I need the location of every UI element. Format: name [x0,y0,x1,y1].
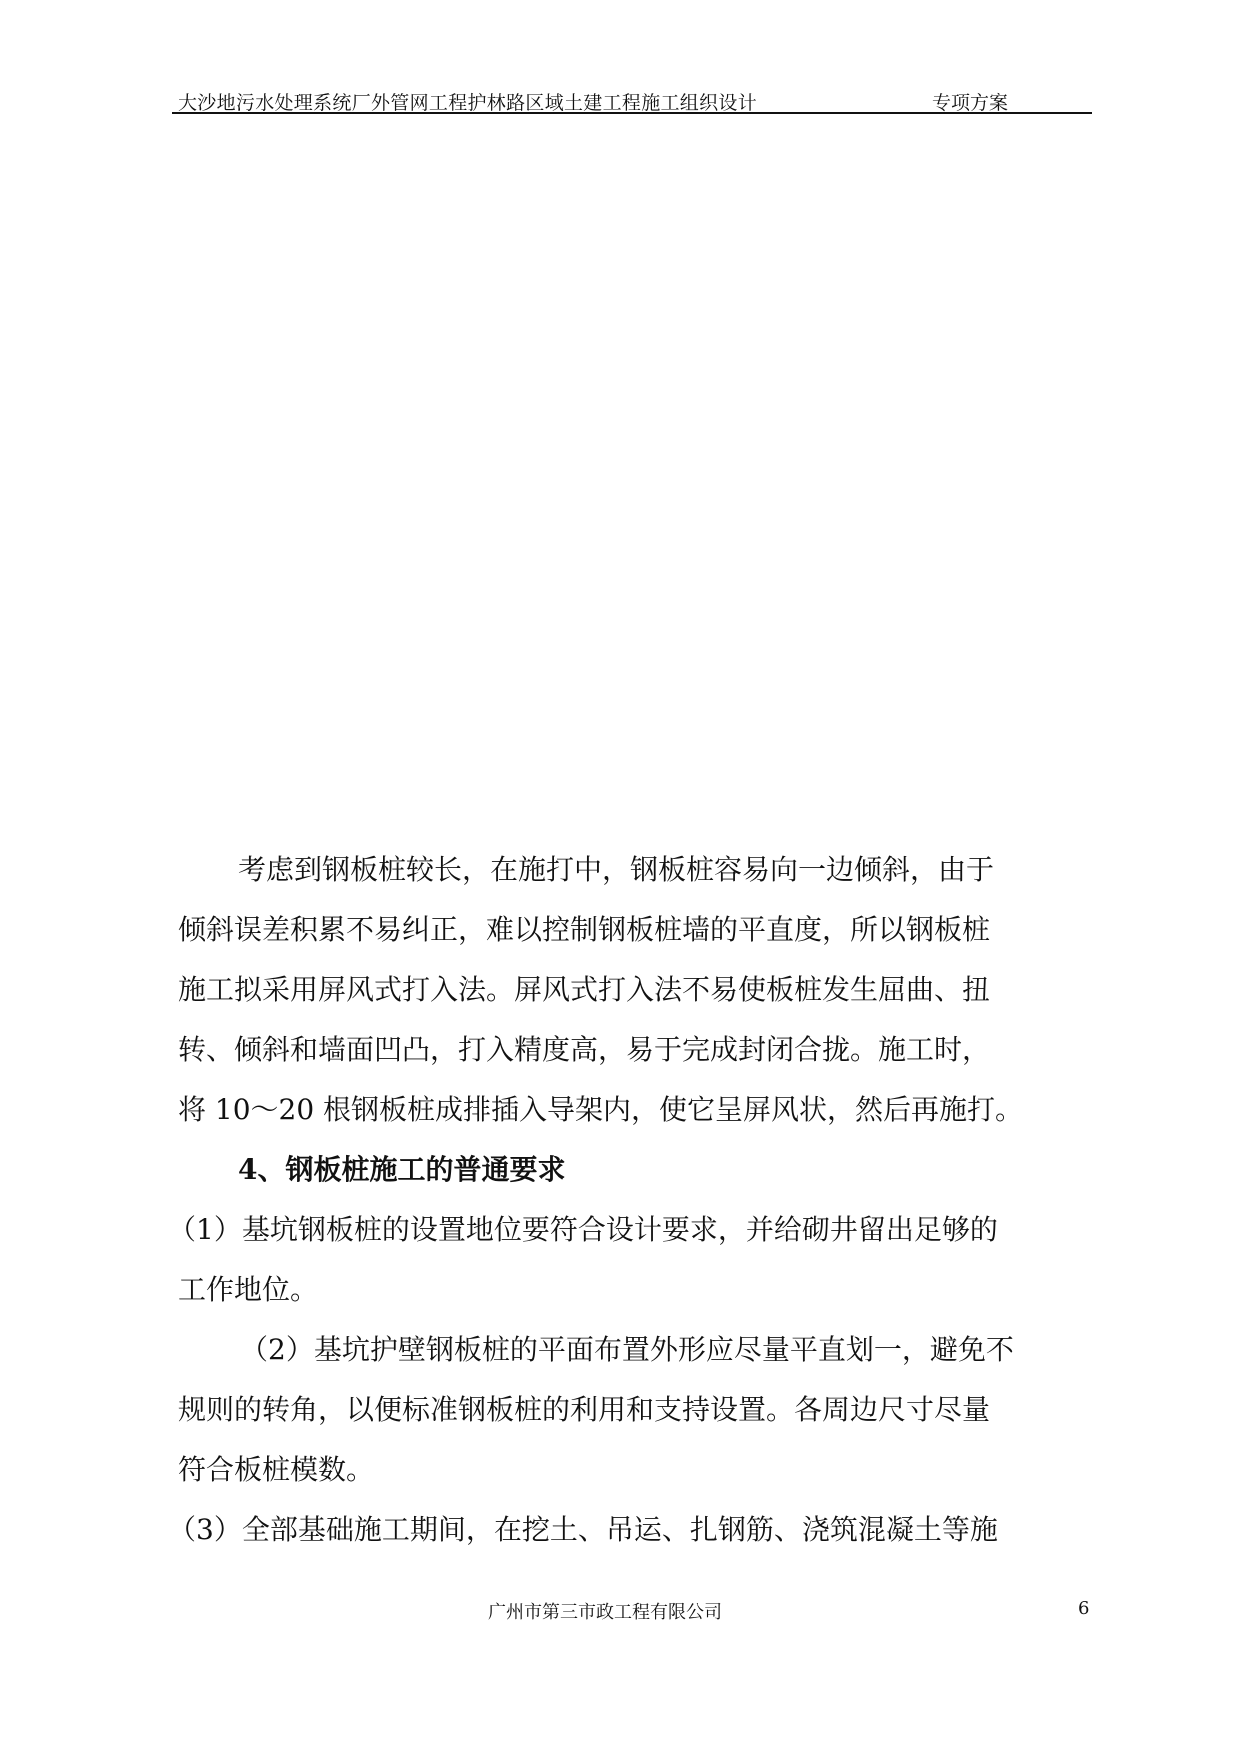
text-line: 转、倾斜和墙面凹凸，打入精度高，易于完成封闭合拢。施工时， [178,1033,991,1066]
text-line: （1）基坑钢板桩的设置地位要符合设计要求，并给砌井留出足够的 [168,1213,998,1246]
text-line: 施工拟采用屏风式打入法。屏风式打入法不易使板桩发生屈曲、扭 [178,973,991,1006]
text-line: （2）基坑护壁钢板桩的平面布置外形应尽量平直划一，避免不 [240,1333,1014,1366]
text-line: 规则的转角，以便标准钢板桩的利用和支持设置。各周边尺寸尽量 [178,1393,991,1426]
text-line: （3）全部基础施工期间，在挖土、吊运、扎钢筋、浇筑混凝土等施 [168,1513,998,1546]
text-line: 倾斜误差积累不易纠正，难以控制钢板桩墙的平直度，所以钢板桩 [178,913,991,946]
heading-text: 4、钢板桩施工的普通要求 [238,1153,566,1186]
header-title: 大沙地污水处理系统厂外管网工程护林路区域土建工程施工组织设计 [178,92,758,114]
text-line: 工作地位。 [178,1273,319,1306]
header-section: 专项方案 [932,92,1009,114]
page-header [172,84,1092,114]
text-line: 符合板桩模数。 [178,1453,375,1486]
footer-company: 广州市第三市政工程有限公司 [488,1602,722,1623]
text-line: 考虑到钢板桩较长，在施打中，钢板桩容易向一边倾斜，由于 [238,853,995,886]
page-number: 6 [1078,1598,1090,1619]
text-line: 将 10～20 根钢板桩成排插入导架内，使它呈屏风状，然后再施打。 [178,1093,1024,1126]
